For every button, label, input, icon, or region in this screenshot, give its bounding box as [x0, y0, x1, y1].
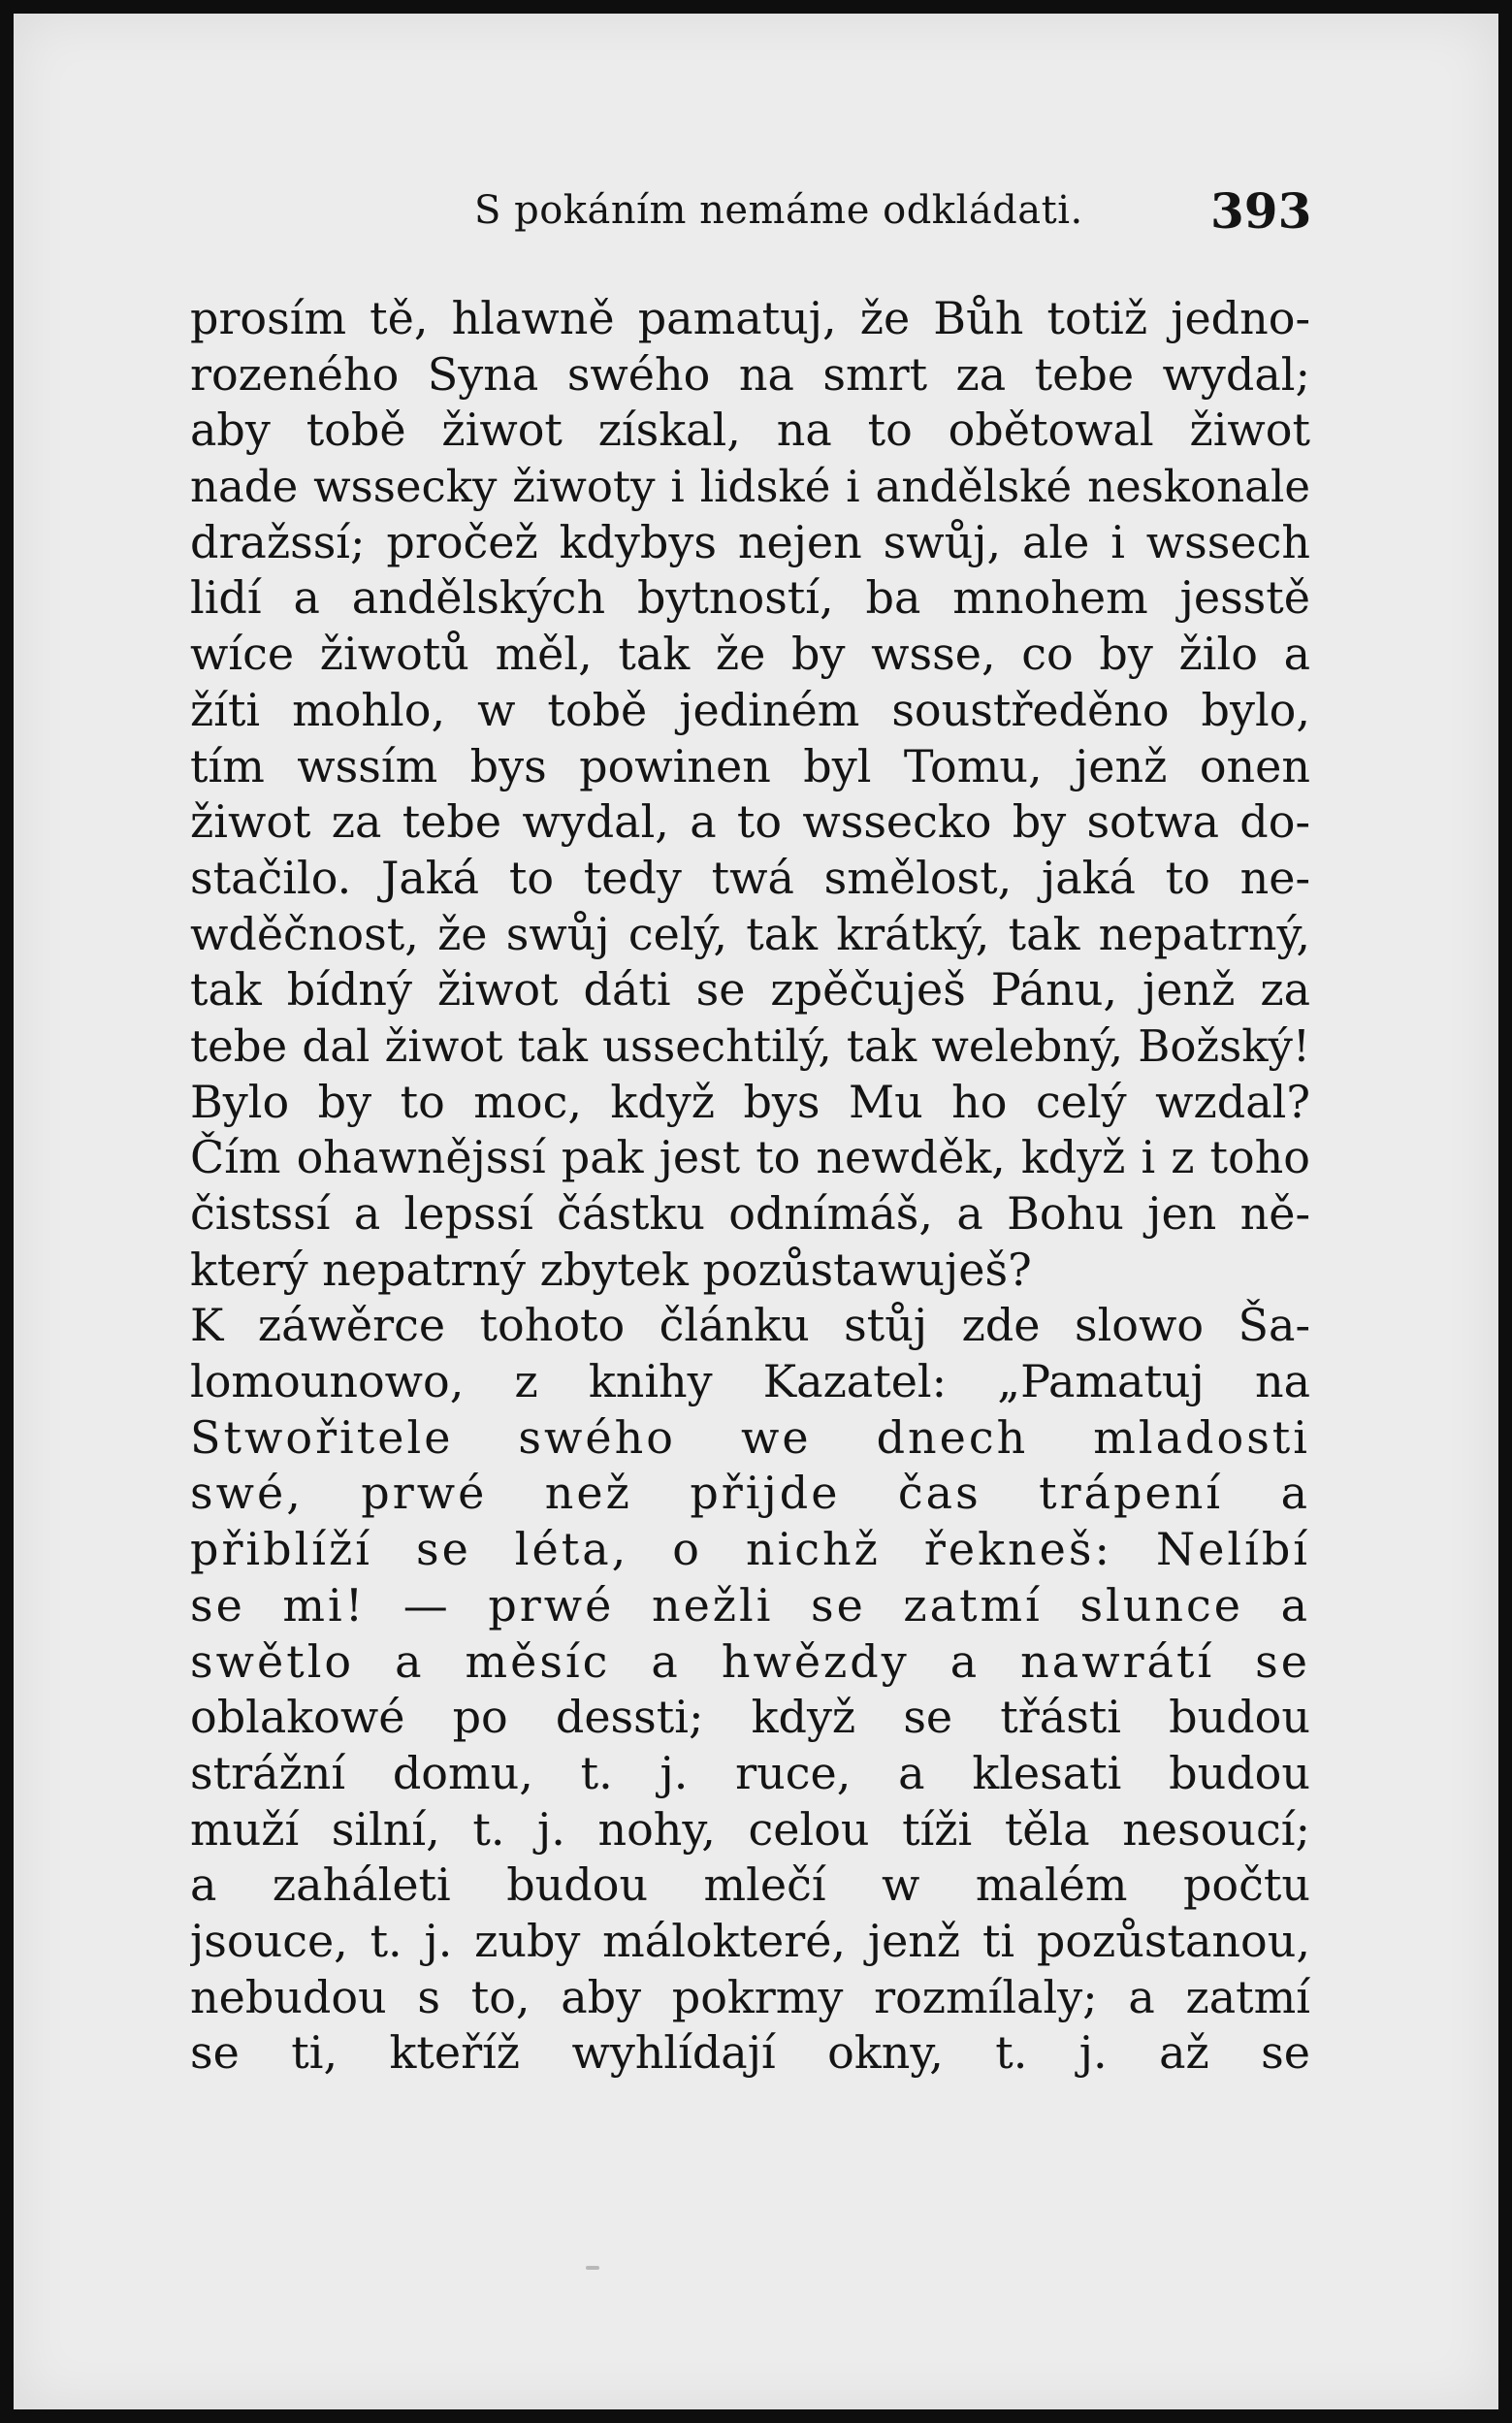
text-line: swé, prwé než přijde čas trápení a — [190, 1467, 1310, 1520]
text-line: který nepatrný zbytek pozůstawuješ? — [190, 1243, 1032, 1296]
text-line: přiblíží se léta, o nichž řekneš: Nelíbí — [190, 1523, 1310, 1576]
print-smudge — [586, 2266, 599, 2270]
text-line: lidí a andělských bytností, ba mnohem jesstě — [190, 571, 1310, 625]
text-line: Čím ohawnějssí pak jest to newděk, když i z toho — [190, 1131, 1310, 1184]
text-line: rozeného Syna swého na smrt za tebe wydal; — [190, 347, 1310, 401]
text-line: nebudou s to, aby pokrmy rozmílaly; a zatmí — [190, 1970, 1310, 2023]
text-line: aby tobě žiwot získal, na to obětowal žiwot — [190, 404, 1310, 457]
text-line: jsouce, t. j. zuby málokteré, jenž ti pozůstanou, — [190, 1914, 1310, 1967]
text-line: žíti mohlo, w tobě jediném soustředěno bylo, — [190, 683, 1310, 736]
text-line: čistssí a lepssí částku odnímáš, a Bohu jen ně- — [190, 1187, 1310, 1240]
text-line: oblakowé po dessti; když se třásti budou — [190, 1691, 1310, 1744]
text-line: prosím tě, hlawně pamatuj, že Bůh totiž jedno- — [190, 292, 1310, 344]
text-line: Stwořitele swého we dnech mladosti — [190, 1410, 1310, 1464]
page-number: 393 — [1210, 182, 1312, 240]
text-line: dražssí; pročež kdybys nejen swůj, ale i wssech — [190, 515, 1310, 568]
text-line: se ti, kteříž wyhlídají okny, t. j. až se — [190, 2026, 1310, 2080]
text-line: lomounowo, z knihy Kazatel: „Pamatuj na — [190, 1355, 1310, 1408]
text-line: Bylo by to moc, když bys Mu ho celý wzdal? — [190, 1075, 1310, 1128]
text-line: tak bídný žiwot dáti se zpěčuješ Pánu, jenž za — [190, 963, 1310, 1017]
text-line: nade wssecky žiwoty i lidské i andělské neskonale — [190, 461, 1310, 513]
text-line: žiwot za tebe wydal, a to wssecko by sotwa do- — [190, 795, 1310, 849]
page-header — [14, 177, 1498, 244]
text-line: tím wssím bys powinen byl Tomu, jenž onen — [190, 739, 1310, 792]
text-line: K záwěrce tohoto článku stůj zde slowo Ša- — [190, 1299, 1310, 1352]
text-line: wíce žiwotů měl, tak že by wsse, co by žilo a — [190, 628, 1310, 681]
text-line: stačilo. Jaká to tedy twá smělost, jaká to ne- — [190, 851, 1310, 904]
text-line: a zaháleti budou mlečí w malém počtu — [190, 1858, 1310, 1912]
text-line: tebe dal žiwot tak ussechtilý, tak welebný, Božský! — [190, 1019, 1310, 1072]
text-line: se mi! — prwé nežli se zatmí slunce a — [190, 1578, 1310, 1631]
text-line: swětlo a měsíc a hwězdy a nawrátí se — [190, 1634, 1310, 1688]
running-head: S pokáním nemáme odkládati. — [474, 188, 1083, 233]
book-page — [14, 14, 1498, 2409]
text-line: strážní domu, t. j. ruce, a klesati budou — [190, 1746, 1310, 1799]
body-text — [190, 291, 1310, 2082]
text-line: muží silní, t. j. nohy, celou tíži těla nesoucí; — [190, 1802, 1310, 1856]
text-line: wděčnost, že swůj celý, tak krátký, tak nepatrný, — [190, 907, 1310, 960]
